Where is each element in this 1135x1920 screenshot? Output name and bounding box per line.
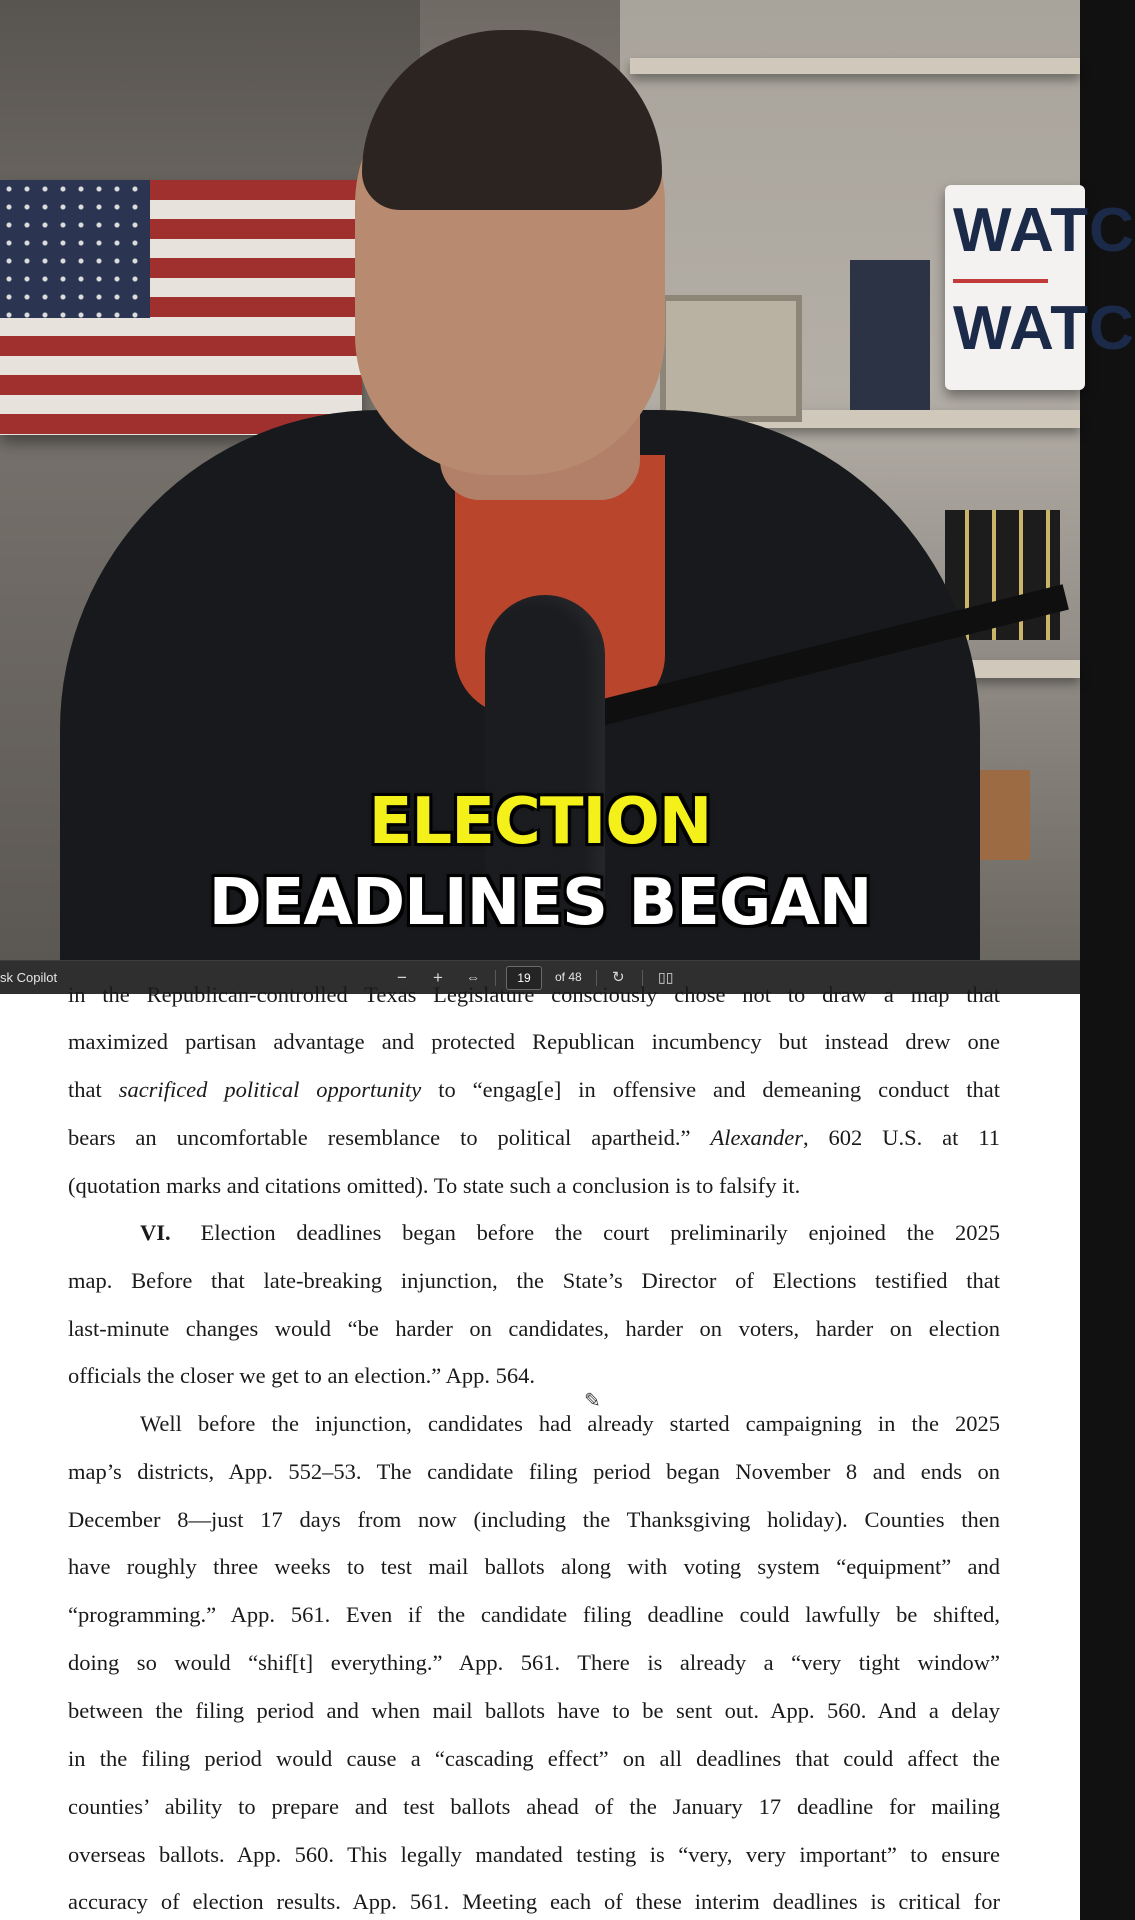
doc-line: December 8—just 17 days from now (including the Thanksgiving holiday). Counties then [68, 1507, 1000, 1532]
american-flag [0, 180, 362, 435]
rotate-icon[interactable]: ↻ [612, 969, 625, 986]
pencil-cursor-icon: ✎ [584, 1390, 601, 1412]
pdf-document-page [0, 982, 1080, 1920]
watch-sign-text: WATC [953, 196, 1135, 265]
doc-text: to “engag[e] in offensive and demeaning conduct that [421, 1077, 1000, 1102]
doc-line: in the filing period would cause a “cascading effect” on all deadlines that could affect the [68, 1746, 1000, 1771]
shelf [630, 58, 1080, 74]
doc-italic-text: sacrificed political opportunity [118, 1077, 422, 1102]
doc-line: (quotation marks and citations omitted). To state such a conclusion is to falsify it. [68, 1173, 801, 1198]
doc-line [68, 1218, 1000, 1248]
doc-line [68, 1075, 1000, 1105]
doc-line: maximized partisan advantage and protected Republican incumbency but instead drew one [68, 1029, 1000, 1054]
watch-sign [945, 185, 1135, 390]
doc-line: map’s districts, App. 552–53. The candidate filing period began November 8 and ends on [68, 1459, 1000, 1484]
doc-line: between the filing period and when mail ballots have to be sent out. App. 560. And a delay [68, 1698, 1000, 1723]
doc-line: overseas ballots. App. 560. This legally mandated testing is “very, very important” to ensure [68, 1842, 1000, 1867]
doc-text: Election deadlines began before the court preliminarily enjoined the 2025 [200, 1220, 1000, 1245]
caption-line-1: ELECTION [368, 785, 712, 859]
doc-line [68, 1123, 1000, 1153]
picture-frame [660, 295, 802, 422]
doc-line: officials the closer we get to an election.” App. 564. [68, 1363, 535, 1388]
doc-text: that [68, 1077, 119, 1102]
ask-copilot-button[interactable]: sk Copilot [0, 970, 58, 985]
page-layout-icon[interactable]: ▯▯ [658, 969, 674, 985]
caption-line-2: DEADLINES BEGAN [208, 866, 872, 940]
doc-line: doing so would “shif[t] everything.” App. 561. There is already a “very tight window” [68, 1650, 1000, 1675]
doc-line: accuracy of election results. App. 561. Meeting each of these interim deadlines is critical for [68, 1889, 1000, 1914]
section-number: VI. [140, 1220, 171, 1245]
doc-italic-text: Alexander [710, 1125, 803, 1150]
zoom-in-button[interactable]: + [433, 968, 443, 987]
doc-line: have roughly three weeks to test mail ballots along with voting system “equipment” and [68, 1554, 1000, 1579]
sign-divider [953, 279, 1048, 283]
doc-line: Well before the injunction, candidates had already started campaigning in the 2025 [140, 1411, 1000, 1436]
page-count: of 48 [555, 970, 582, 984]
fit-width-icon[interactable]: ⇔ [466, 969, 480, 985]
flag-canton [0, 180, 150, 318]
doc-line: in the Republican-controlled Texas Legislature consciously chose not to draw a map that [68, 982, 1000, 1007]
doc-text: , 602 U.S. at 11 [802, 1125, 1001, 1150]
doc-line: last-minute changes would “be harder on candidates, harder on voters, harder on election [68, 1316, 1000, 1341]
doc-line: “programming.” App. 561. Even if the candidate filing deadline could lawfully be shifted, [68, 1602, 1000, 1627]
watch-sign-text: WATC [953, 294, 1135, 363]
statue-of-liberty-figurine [850, 260, 930, 410]
doc-text: bears an uncomfortable resemblance to political apartheid.” [68, 1125, 711, 1150]
zoom-out-button[interactable]: − [397, 968, 407, 987]
page-number-input[interactable]: 19 [506, 966, 542, 990]
doc-line: map. Before that late-breaking injunction, the State’s Director of Elections testified that [68, 1268, 1000, 1293]
doc-line: counties’ ability to prepare and test ballots ahead of the January 17 deadline for mailing [68, 1794, 1000, 1819]
